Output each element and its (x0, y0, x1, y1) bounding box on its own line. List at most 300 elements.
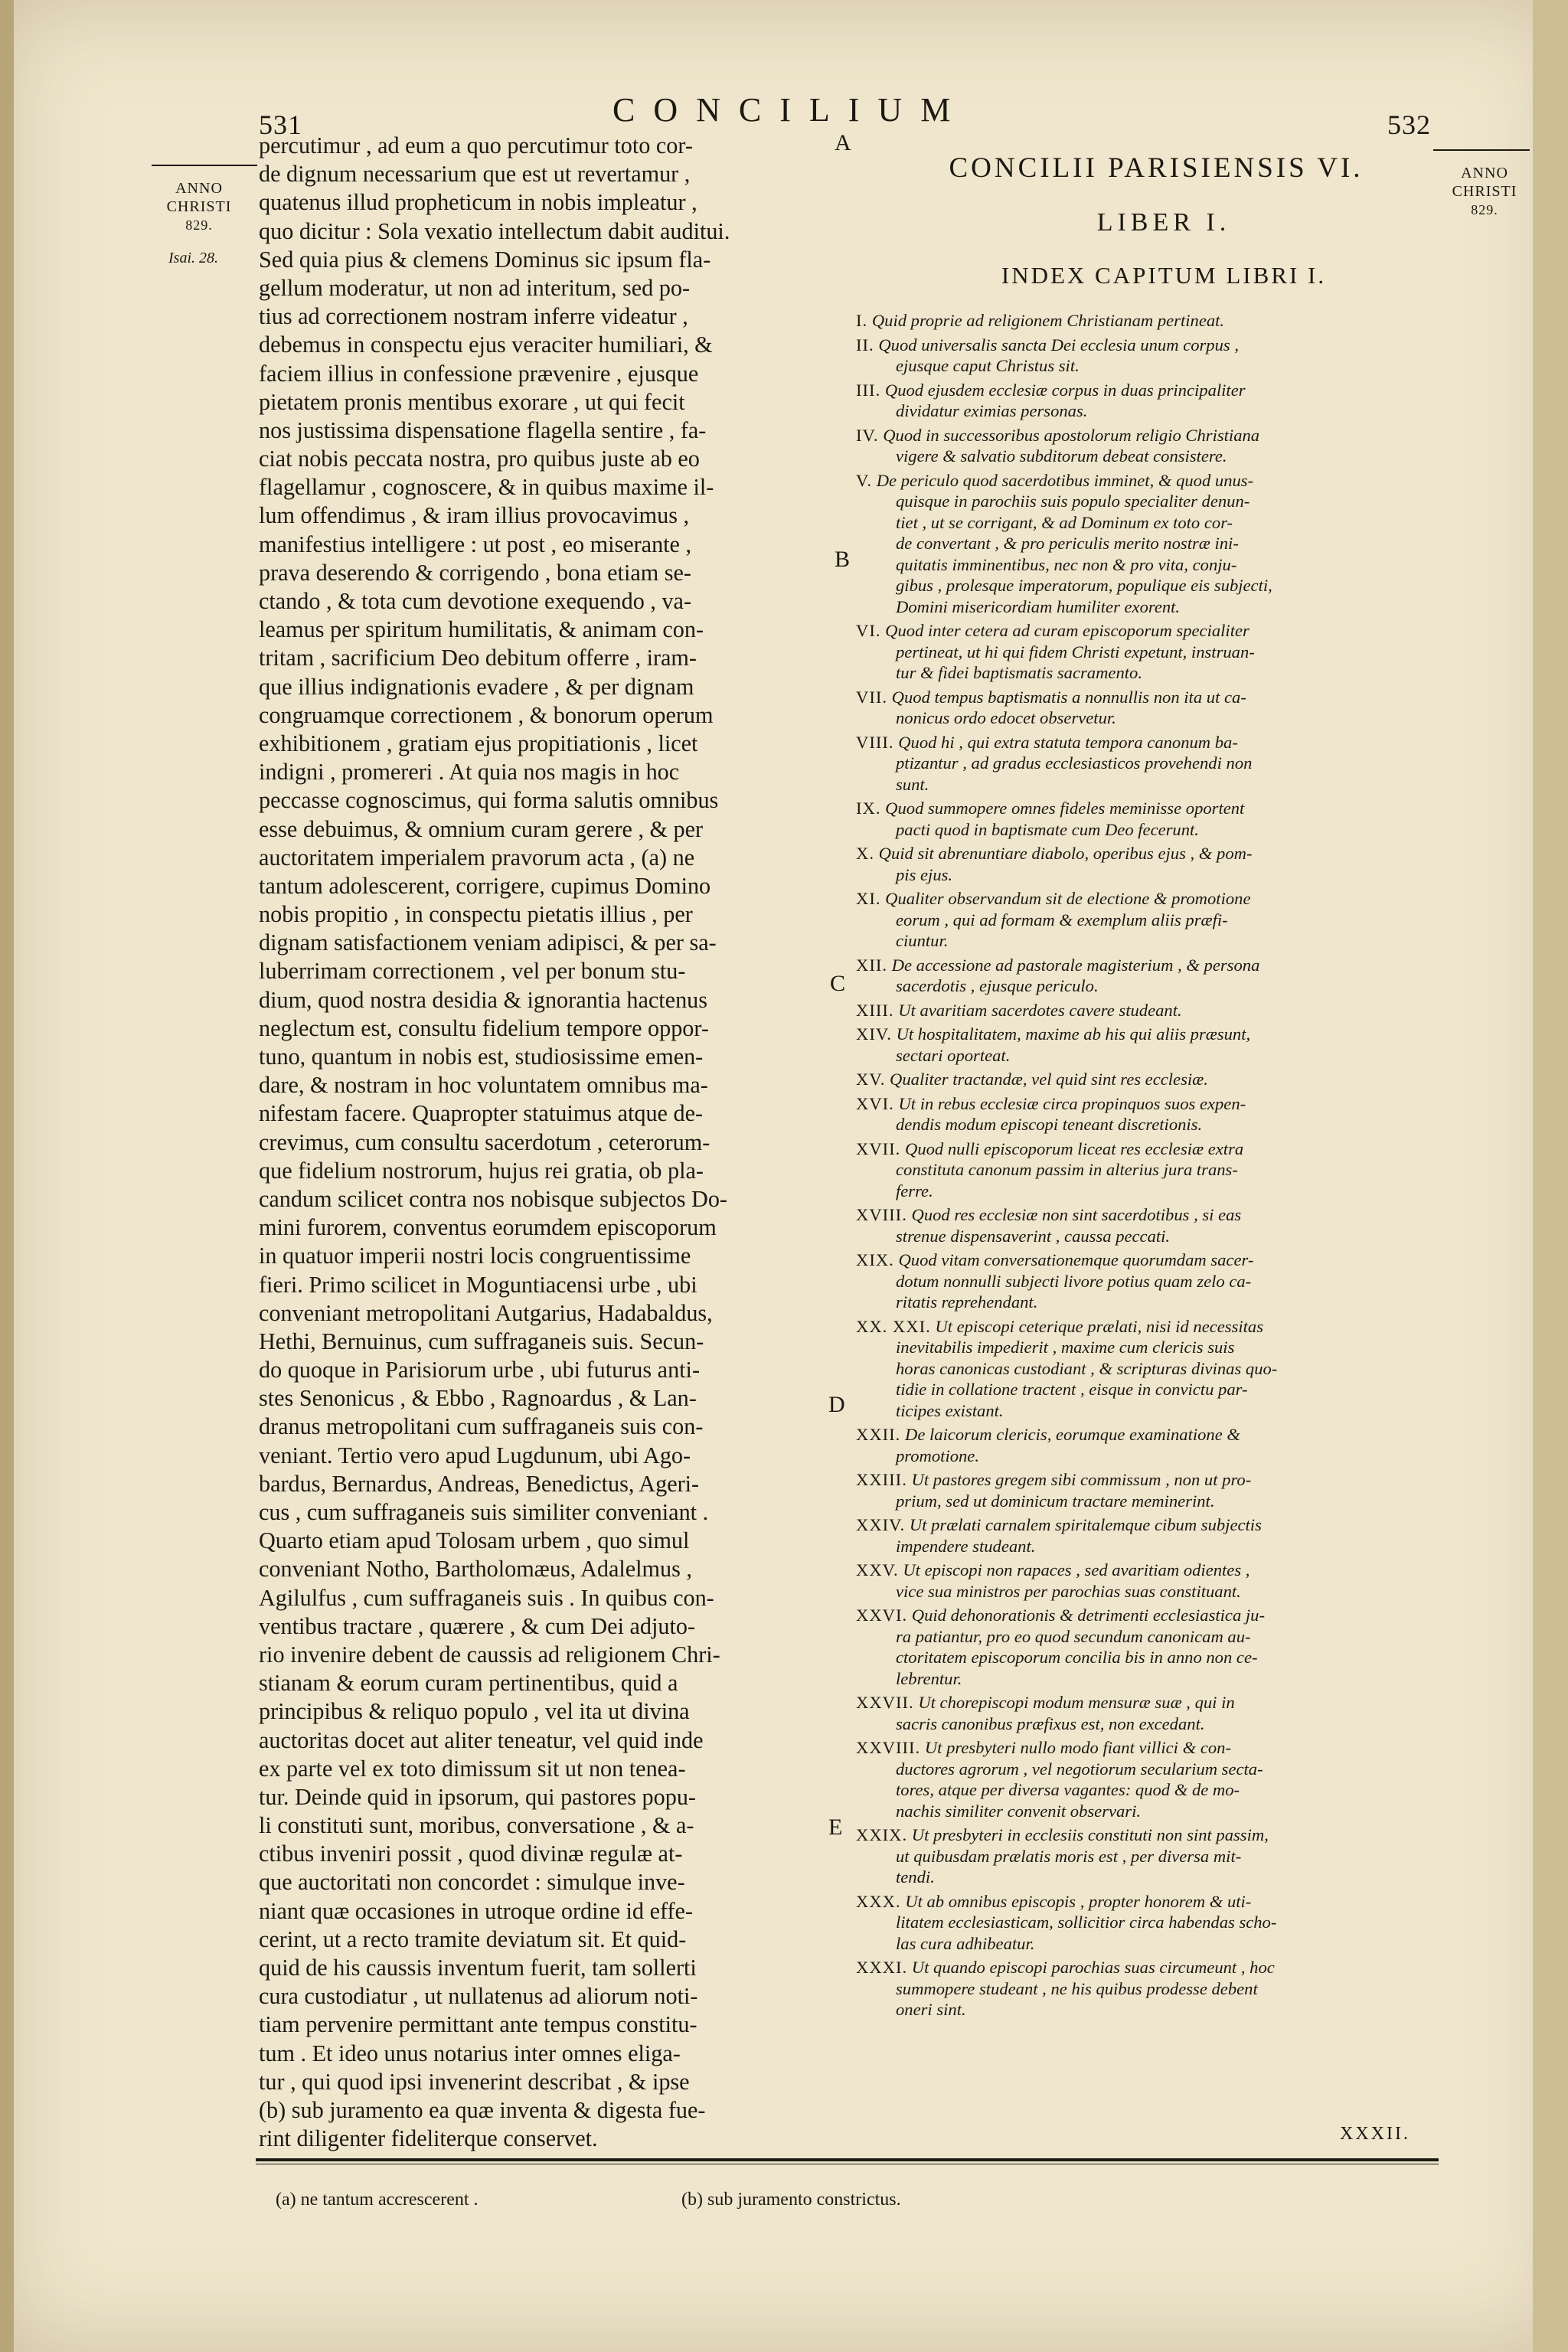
text-line: stianam & eorum curam pertinentibus, quid a (259, 1670, 678, 1697)
index-entry-line (856, 1581, 1434, 1602)
index-entry (856, 687, 1434, 729)
text-line: que auctoritati non concordet : simulque inve- (259, 1869, 685, 1896)
index-entry-line (856, 1024, 1434, 1045)
chapter-number: II. (856, 335, 874, 354)
chapter-number: XXXI. (856, 1958, 908, 1977)
index-entry-line (856, 1779, 1434, 1801)
text-line: flagellamur , cognoscere, & in quibus maxime il- (259, 474, 714, 501)
margin-rule-left (152, 165, 257, 166)
text-line: dranus metropolitani cum suffraganeis suis con- (259, 1413, 704, 1440)
index-entry-line (856, 533, 1434, 554)
chapter-title-text: De periculo quod sacerdotibus imminet, & quod unus- (876, 470, 1254, 490)
index-entry-line (856, 1713, 1434, 1735)
chapter-number: XV. (856, 1070, 886, 1089)
page-edge-left (0, 0, 14, 2352)
index-entry-line (856, 753, 1434, 774)
chapter-title-text: Quod tempus baptismatis a nonnullis non ita ut ca- (891, 687, 1246, 707)
index-entry (856, 1093, 1434, 1135)
chapter-title-text: Quid proprie ad religionem Christianam pertineat. (871, 311, 1225, 330)
text-line: in quatuor imperii nostri locis congruentissime (259, 1243, 691, 1269)
left-column-text (259, 132, 829, 2153)
section-letter-a: A (835, 130, 851, 155)
chapter-title-text: summopere studeant , ne his quibus prodesse debent (896, 1978, 1258, 1998)
chapter-title-text: constituta canonum passim in alterius jura trans- (896, 1160, 1238, 1179)
index-entry-line (856, 1000, 1434, 1021)
margin-citation: Isai. 28. (168, 250, 218, 266)
index-entry-line (856, 1226, 1434, 1247)
index-entry-line (856, 864, 1434, 886)
footnote-b (681, 2190, 901, 2210)
index-entry-line (856, 400, 1434, 422)
text-line: crevimus, cum consultu sacerdotum , ceterorum- (259, 1129, 710, 1155)
chapter-title-text: pertineat, ut hi qui fidem Christi expetunt, instruan- (896, 642, 1255, 662)
chapter-number: VIII. (856, 732, 894, 752)
text-line: Agilulfus , cum suffraganeis suis . In quibus con- (259, 1584, 714, 1611)
text-line: auctoritatem imperialem pravorum acta , (a) ne (259, 844, 695, 871)
chapter-title-text: De accessione ad pastorale magisterium , & persona (891, 955, 1260, 975)
chapter-title-text: sectari oporteat. (896, 1045, 1011, 1065)
index-entry-line (856, 1978, 1434, 2000)
index-entry-line (856, 1957, 1434, 1978)
chapter-title-text: ticipes existant. (896, 1400, 1004, 1420)
margin-note-right (1439, 164, 1530, 219)
index-entry-line (856, 1759, 1434, 1780)
chapter-title-text: Domini misericordiam humiliter exorent. (896, 596, 1181, 616)
chapter-title-text: Quod in successoribus apostolorum religio Christiana (883, 425, 1260, 445)
chapter-number: XXIX. (856, 1825, 908, 1844)
text-line: quo dicitur : Sola vexatio intellectum dabit auditui. (259, 217, 730, 244)
chapter-title-text: tores, atque per diversa vagantes: quod & de mo- (896, 1780, 1240, 1799)
chapter-number: XIX. (856, 1250, 894, 1269)
page-number-left: 531 (259, 109, 302, 140)
chapter-number: XVII. (856, 1138, 901, 1158)
text-line: cura custodiatur , ut nullatenus ad aliorum noti- (259, 1983, 698, 2010)
text-line: gellum moderatur, ut non ad interitum, sed po- (259, 274, 691, 301)
chapter-title-text: ra patiantur, pro eo quod secundum canonicam au- (896, 1626, 1251, 1646)
chapter-title-text: lebrentur. (896, 1668, 962, 1688)
chapter-title-text: tur & fidei baptismatis sacramento. (896, 663, 1142, 682)
text-line: que fidelium nostrorum, hujus rei gratia, ob pla- (259, 1157, 704, 1184)
text-line: do quoque in Parisiorum urbe , ubi futurus anti- (259, 1357, 700, 1383)
chapter-title-text: Ut avaritiam sacerdotes cavere studeant. (898, 1000, 1182, 1020)
index-entry (856, 732, 1434, 795)
section-letter-b: B (835, 547, 851, 572)
text-line: (b) sub juramento ea quæ inventa & digesta fue- (259, 2096, 706, 2123)
section-letter-c: C (830, 971, 846, 996)
index-entry-line (856, 1337, 1434, 1358)
index-entry-line (856, 1159, 1434, 1181)
chapter-title-text: Ut prælati carnalem spiritalemque cibum subjectis (909, 1515, 1262, 1534)
chapter-number: V. (856, 470, 873, 490)
text-line: neglectum est, consultu fidelium tempore oppor- (259, 1014, 709, 1041)
chapter-number: XXVIII. (856, 1738, 921, 1757)
chapter-number: XXV. (856, 1560, 899, 1579)
index-entry (856, 310, 1434, 332)
liber-heading: LIBER I. (1096, 208, 1231, 237)
index-entry-line (856, 512, 1434, 534)
chapter-title-text: ritatis reprehendant. (896, 1292, 1038, 1312)
text-line: pietatem pronis mentibus exorare , ut qui fecit (259, 388, 685, 415)
index-entry (856, 1514, 1434, 1557)
index-entry-line (856, 843, 1434, 864)
text-line: bardus, Bernardus, Andreas, Benedictus, Ageri- (259, 1470, 700, 1497)
index-entry-line (856, 662, 1434, 684)
text-line: ctando , & tota cum devotione exequendo , va- (259, 588, 691, 614)
chapter-title-text: Ut episcopi non rapaces , sed avaritiam odientes , (903, 1560, 1250, 1579)
chapter-title-text: litatem ecclesiasticam, sollicitior circa habendas scho- (896, 1913, 1277, 1932)
chapter-title-text: vice sua ministros per parochias suas constituant. (896, 1581, 1241, 1601)
index-entry (856, 1316, 1434, 1422)
text-line: manifestius intelligere : ut post , eo miserante , (259, 531, 692, 557)
chapter-title-text: ptizantur , ad gradus ecclesiasticos provehendi non (896, 753, 1253, 773)
text-line: candum scilicet contra nos nobisque subjectos Do- (259, 1185, 727, 1212)
text-line: percutimur , ad eum a quo percutimur toto cor- (259, 132, 693, 158)
index-entry-line (856, 798, 1434, 819)
chapter-number: IV. (856, 425, 879, 445)
index-entry-line (856, 1692, 1434, 1713)
margin-rule-right (1433, 149, 1530, 151)
footnote-a (276, 2190, 479, 2210)
index-entry (856, 955, 1434, 997)
index-entry-line (856, 910, 1434, 931)
index-entry-line (856, 930, 1434, 952)
index-entry-line (856, 1514, 1434, 1536)
text-line: fieri. Primo scilicet in Moguntiacensi urbe , ubi (259, 1271, 697, 1298)
footnote-b-mark: (b) (681, 2190, 703, 2210)
margin-note-left (152, 179, 247, 234)
chapter-title-text: ferre. (896, 1181, 933, 1200)
index-entry (856, 1069, 1434, 1090)
margin-year: 829. (185, 217, 213, 233)
index-entry-line (856, 687, 1434, 708)
chapter-title-text: Ut presbyteri nullo modo fiant villici & con- (924, 1738, 1231, 1757)
chapter-title-text: tiet , ut se corrigant, & ad Dominum ex toto cor- (896, 512, 1233, 532)
text-line: tantum adolescerent, corrigere, cupimus Domino (259, 872, 711, 899)
index-entry-line (856, 1824, 1434, 1846)
index-entry-line (856, 575, 1434, 596)
index-entry (856, 1469, 1434, 1511)
text-line: tius ad correctionem nostram inferre videatur , (259, 303, 688, 330)
text-line: cus , cum suffraganeis suis similiter conveniant . (259, 1499, 709, 1525)
chapter-title-text: oneri sint. (896, 2000, 966, 2019)
index-entry (856, 1250, 1434, 1313)
chapter-title-text: promotione. (896, 1446, 979, 1465)
council-heading: CONCILII PARISIENSIS VI. (949, 152, 1364, 184)
index-entry-line (856, 355, 1434, 377)
index-entry (856, 380, 1434, 422)
text-line: principibus & reliquo populo , vel ita ut divina (259, 1698, 690, 1725)
chapter-number: XX. XXI. (856, 1316, 931, 1336)
chapter-title-text: nonicus ordo edocet observetur. (896, 708, 1116, 727)
text-line: indigni , promereri . At quia nos magis in hoc (259, 759, 680, 786)
section-letter-d: D (828, 1392, 845, 1417)
index-entry-line (856, 1250, 1434, 1271)
chapter-number: XVIII. (856, 1205, 907, 1224)
chapter-number: XXVII. (856, 1693, 914, 1712)
index-entry-line (856, 1999, 1434, 2020)
page-number-right: 532 (1387, 109, 1431, 140)
chapter-title-text: Quod universalis sancta Dei ecclesia unum corpus , (878, 335, 1239, 354)
text-line: Hethi, Bernuinus, cum suffraganeis suis. Secun- (259, 1328, 704, 1354)
index-entry (856, 1605, 1434, 1689)
chapter-title-text: Quod res ecclesiæ non sint sacerdotibus , si eas (911, 1205, 1242, 1224)
text-line: dium, quod nostra desidia & ignorantia hactenus (259, 986, 708, 1013)
chapter-title-text: prium, sed ut dominicum tractare meminerint. (896, 1491, 1215, 1511)
index-entry-line (856, 732, 1434, 753)
index-entry-line (856, 1867, 1434, 1888)
chapter-number: XII. (856, 955, 888, 975)
text-line: tuno, quantum in nobis est, studiosissime emen- (259, 1044, 704, 1070)
chapter-number: XVI. (856, 1093, 894, 1113)
index-entry-line (856, 1379, 1434, 1400)
index-entry-line (856, 1605, 1434, 1626)
catchword: XXXII. (1340, 2124, 1410, 2144)
text-line: ctibus inveniri possit , quod divinæ regulæ at- (259, 1841, 683, 1867)
margin-christi: CHRISTI (166, 198, 232, 215)
index-entry-line (856, 1069, 1434, 1090)
text-line: nobis propitio , in conspectu pietatis illius , per (259, 901, 693, 928)
index-entry-line (856, 1491, 1434, 1512)
chapter-title-text: tidie in collatione tractent , eisque in convictu par- (896, 1380, 1248, 1399)
index-entry-line (856, 1271, 1434, 1292)
chapter-title-text: ductores agrorum , vel negotiorum secularium secta- (896, 1759, 1263, 1779)
text-line: cerint, ut a recto tramite deviatum sit. Et quid- (259, 1926, 687, 1952)
chapter-title-text: Ut episcopi ceterique prælati, nisi id necessitas (935, 1316, 1264, 1336)
footnote-rule (256, 2158, 1439, 2161)
index-entry-line (856, 470, 1434, 492)
text-line: veniant. Tertio vero apud Lugdunum, ubi Ago- (259, 1442, 691, 1468)
margin-christi: CHRISTI (1452, 183, 1517, 200)
footnote-b-text: sub juramento constrictus. (707, 2190, 901, 2210)
chapter-title-text: gibus , prolesque imperatorum, populique eis subjecti, (896, 576, 1272, 595)
chapter-title-text: vigere & salvatio subditorum debeat consistere. (896, 446, 1227, 466)
index-entry-line (856, 955, 1434, 976)
index-entry-line (856, 819, 1434, 841)
index-entry-line (856, 446, 1434, 467)
index-entry (856, 1824, 1434, 1888)
index-entry-line (856, 642, 1434, 663)
chapter-title-text: Qualiter tractandæ, vel quid sint res ecclesiæ. (890, 1070, 1208, 1089)
text-line: quid de his caussis inventum fuerit, tam sollerti (259, 1955, 697, 1981)
index-entry (856, 1204, 1434, 1246)
index-entry-line (856, 310, 1434, 332)
text-line: tur , qui quod ipsi invenerint describat , & ipse (259, 2068, 690, 2095)
chapter-title-text: las cura adhibeatur. (896, 1933, 1035, 1953)
chapter-title-text: Ut pastores gregem sibi commissum , non ut pro- (911, 1470, 1252, 1489)
chapter-title-text: dividatur eximias personas. (896, 401, 1088, 420)
chapter-title-text: Quod inter cetera ad curam episcoporum specialiter (885, 621, 1250, 640)
chapter-title-text: Ut in rebus ecclesiæ circa propinquos suos expen- (898, 1093, 1246, 1113)
chapter-number: XXIV. (856, 1515, 906, 1534)
index-entry-line (856, 1292, 1434, 1313)
page-edge-right (1533, 0, 1568, 2352)
chapter-title-text: ejusque caput Christus sit. (896, 356, 1080, 375)
text-line: peccasse cognoscimus, qui forma salutis omnibus (259, 787, 719, 814)
index-entry (856, 1024, 1434, 1066)
index-entry-line (856, 1446, 1434, 1467)
index-entry-line (856, 1560, 1434, 1581)
index-entry (856, 843, 1434, 885)
index-entry (856, 1424, 1434, 1466)
text-line: debemus in conspectu ejus veraciter humiliari, & (259, 332, 713, 358)
text-line: rint diligenter fideliterque conservet. (259, 2125, 598, 2152)
index-entry-line (856, 1536, 1434, 1557)
chapter-title-text: strenue dispensaverint , caussa peccati. (896, 1226, 1171, 1246)
index-entry-line (856, 1093, 1434, 1115)
text-line: conveniant Notho, Bartholomæus, Adalelmus , (259, 1556, 692, 1583)
chapter-number: III. (856, 380, 881, 400)
text-line: niant quæ occasiones in utroque ordine id effe- (259, 1897, 693, 1924)
text-line: lum offendimus , & iram illius provocavimus , (259, 502, 690, 529)
text-line: quatenus illud propheticum in nobis impleatur , (259, 189, 697, 216)
text-line: mini furorem, conventus eorumdem episcoporum (259, 1214, 717, 1241)
index-entry-line (856, 554, 1434, 576)
chapter-title-text: horas canonicas custodiant , & scripturas divinas quo- (896, 1358, 1278, 1378)
chapter-index (856, 310, 1434, 2024)
index-entry-line (856, 1846, 1434, 1867)
text-line: prava deserendo & corrigendo , bona etiam se- (259, 559, 691, 586)
index-entry (856, 335, 1434, 377)
index-entry-line (856, 1045, 1434, 1067)
chapter-title-text: eorum , qui ad formam & exemplum aliis præfi- (896, 910, 1228, 929)
text-line: li constituti sunt, moribus, conversatione , & a- (259, 1812, 694, 1839)
chapter-number: IX. (856, 799, 881, 818)
index-entry-line (856, 335, 1434, 356)
text-line: Quarto etiam apud Tolosam urbem , quo simul (259, 1527, 690, 1554)
chapter-number: XI. (856, 889, 881, 908)
chapter-title-text: de convertant , & pro periculis merito nostræ ini- (896, 534, 1239, 553)
index-entry-line (856, 1801, 1434, 1822)
chapter-title-text: quisque in parochiis suis populo specialiter denun- (896, 492, 1250, 511)
index-entry-line (856, 707, 1434, 729)
index-entry-line (856, 1626, 1434, 1648)
margin-year: 829. (1471, 202, 1498, 217)
chapter-number: XXVI. (856, 1606, 908, 1625)
margin-anno: ANNO (1461, 165, 1508, 181)
index-entry (856, 1560, 1434, 1602)
chapter-title-text: tendi. (896, 1867, 935, 1886)
text-line: faciem illius in confessione prævenire , ejusque (259, 360, 699, 387)
index-entry (856, 888, 1434, 952)
footnote-a-text: ne tantum accrescerent . (300, 2190, 479, 2210)
chapter-number: I. (856, 311, 868, 330)
index-entry-line (856, 1933, 1434, 1955)
index-entry (856, 620, 1434, 684)
index-entry-line (856, 1891, 1434, 1913)
text-line: Sed quia pius & clemens Dominus sic ipsum fla- (259, 246, 711, 273)
index-entry-line (856, 425, 1434, 446)
index-entry (856, 1957, 1434, 2020)
chapter-title-text: Ut quando episcopi parochias suas circumeunt , hoc (911, 1958, 1275, 1977)
text-line: tiam pervenire permittant ante tempus constitu- (259, 2011, 697, 2038)
chapter-title-text: ctoritatem episcoporum concilia bis in anno non ce- (896, 1648, 1258, 1667)
text-line: ventibus tractare , quærere , & cum Dei adjuto- (259, 1612, 696, 1639)
index-entry-line (856, 975, 1434, 997)
chapter-title-text: sacris canonibus præfixus est, non excedant. (896, 1713, 1205, 1733)
index-entry-line (856, 1204, 1434, 1226)
index-entry-line (856, 620, 1434, 642)
text-line: conveniant metropolitani Autgarius, Hadabaldus, (259, 1299, 713, 1326)
chapter-number: XXII. (856, 1425, 901, 1444)
index-entry-line (856, 1469, 1434, 1491)
index-entry (856, 470, 1434, 618)
chapter-title-text: ut quibusdam prælatis moris est , per diversa mit- (896, 1846, 1242, 1866)
index-entry (856, 1000, 1434, 1021)
chapter-title-text: Ut presbyteri in ecclesiis constituti non sint passim, (911, 1825, 1269, 1844)
chapter-title-text: sunt. (896, 774, 929, 794)
text-line: tur. Deinde quid in ipsorum, qui pastores popu- (259, 1783, 696, 1810)
footnote-a-mark: (a) (276, 2190, 296, 2210)
index-entry-line (856, 1316, 1434, 1338)
index-entry (856, 425, 1434, 467)
index-entry-line (856, 1668, 1434, 1690)
chapter-number: VI. (856, 621, 881, 640)
index-entry-line (856, 1912, 1434, 1933)
text-line: exhibitionem , gratiam ejus propitiationis , licet (259, 730, 698, 756)
chapter-number: XXX. (856, 1891, 901, 1911)
index-entry-line (856, 596, 1434, 618)
index-entry-line (856, 491, 1434, 512)
text-line: nifestam facere. Quapropter statuimus atque de- (259, 1100, 704, 1127)
index-entry (856, 1737, 1434, 1821)
text-line: leamus per spiritum humilitatis, & animam con- (259, 616, 704, 643)
index-entry (856, 798, 1434, 840)
chapter-title-text: Qualiter observandum sit de electione & promotione (885, 889, 1251, 908)
chapter-title-text: Quod vitam conversationemque quorumdam sacer- (898, 1250, 1254, 1269)
text-line: auctoritas docet aut aliter teneatur, vel quid inde (259, 1726, 704, 1753)
chapter-title-text: Ut chorepiscopi modum mensuræ suæ , qui in (918, 1693, 1235, 1712)
chapter-title-text: ciuntur. (896, 931, 949, 950)
index-entry-line (856, 1358, 1434, 1380)
chapter-title-text: Quid sit abrenuntiare diabolo, operibus ejus , & pom- (878, 844, 1253, 863)
index-entry (856, 1891, 1434, 1955)
margin-anno: ANNO (175, 180, 223, 197)
text-line: ex parte vel ex toto dimissum sit ut non tenea- (259, 1755, 686, 1782)
text-line: tum . Et ideo unus notarius inter omnes eliga- (259, 2040, 681, 2066)
chapter-title-text: dotum nonnulli subjecti livore potius quam zelo ca- (896, 1271, 1252, 1291)
index-entry-line (856, 380, 1434, 401)
chapter-title-text: quitatis imminentibus, nec non & pro vita, conju- (896, 554, 1237, 574)
chapter-title-text: Quod summopere omnes fideles meminisse oportent (885, 799, 1245, 818)
index-entry-line (856, 1400, 1434, 1422)
chapter-title-text: Ut hospitalitatem, maxime ab his qui aliis præsunt, (896, 1024, 1251, 1044)
chapter-number: XXIII. (856, 1470, 907, 1489)
chapter-title-text: Ut ab omnibus episcopis , propter honorem & uti- (905, 1891, 1252, 1911)
text-line: esse debuimus, & omnium curam gerere , & per (259, 815, 704, 842)
index-entry (856, 1138, 1434, 1202)
index-entry (856, 1692, 1434, 1734)
chapter-title-text: dendis modum episcopi teneant discretionis. (896, 1115, 1203, 1134)
chapter-number: X. (856, 844, 874, 863)
text-line: congruamque correctionem , & bonorum operum (259, 701, 714, 728)
chapter-title-text: Quod hi , qui extra statuta tempora canonum ba- (898, 732, 1238, 752)
text-line: ciat nobis peccata nostra, pro quibus juste ab eo (259, 446, 700, 472)
text-line: dignam satisfactionem veniam adipisci, & per sa- (259, 929, 717, 956)
text-line: de dignum necessarium que est ut revertamur , (259, 161, 691, 188)
running-title: CONCILIUM (612, 91, 969, 129)
text-line: luberrimam correctionem , vel per bonum stu- (259, 958, 686, 985)
text-line: que illius indignationis evadere , & per dignam (259, 673, 694, 700)
text-line: dare, & nostram in hoc voluntatem omnibus ma- (259, 1072, 708, 1099)
chapter-title-text: nachis similiter convenit observari. (896, 1801, 1142, 1821)
index-title: INDEX CAPITUM LIBRI I. (1001, 262, 1327, 289)
index-entry-line (856, 1181, 1434, 1202)
chapter-title-text: sacerdotis , ejusque periculo. (896, 976, 1099, 995)
chapter-title-text: De laicorum clericis, eorumque examinatione & (905, 1425, 1240, 1444)
index-entry-line (856, 1737, 1434, 1759)
index-entry-line (856, 1424, 1434, 1446)
text-line: rio invenire debent de caussis ad religionem Chri- (259, 1641, 720, 1668)
